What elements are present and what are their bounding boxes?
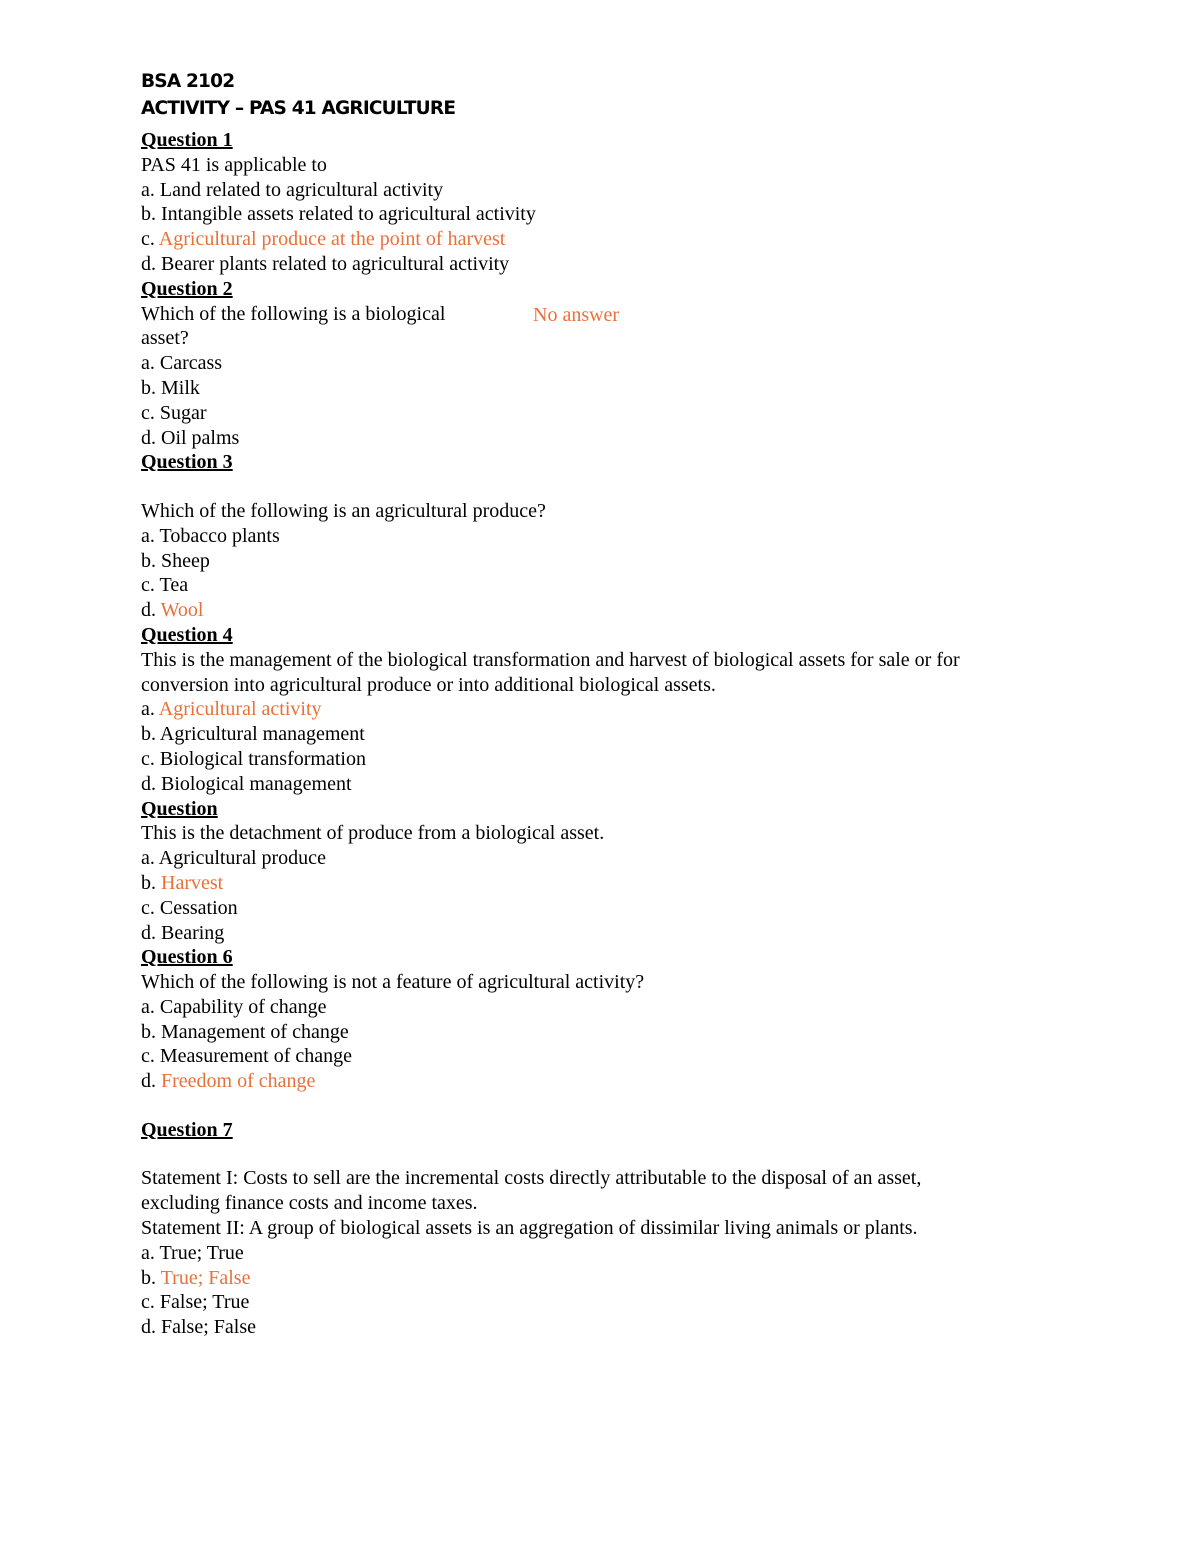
question-1-title: Question 1 — [141, 129, 233, 151]
question-1-option-c: c. Agricultural produce at the point of harvest — [141, 228, 506, 251]
activity-title: ACTIVITY – PAS 41 AGRICULTURE — [141, 98, 456, 119]
question-7 — [141, 1118, 1041, 1340]
question-1-stem: PAS 41 is applicable to — [141, 153, 327, 176]
question-2-stem: Which of the following is a biological asset? No answer — [141, 302, 620, 350]
selected-answer: Harvest — [161, 871, 224, 894]
question-3-stem: Which of the following is an agricultural produce? — [141, 499, 546, 522]
question-6-option-a: a. Capability of change — [141, 995, 327, 1018]
question-6-option-b: b. Management of change — [141, 1020, 349, 1043]
question-5-option-d: d. Bearing — [141, 921, 225, 944]
question-5-option-b: b. Harvest — [141, 871, 224, 894]
question-2-option-a: a. Carcass — [141, 352, 223, 375]
question-5-option-c: c. Cessation — [141, 896, 238, 919]
selected-answer: Agricultural activity — [158, 698, 322, 721]
question-4-option-c: c. Biological transformation — [141, 747, 366, 770]
question-5-title: Question — [141, 797, 218, 820]
question-6-option-c: c. Measurement of change — [141, 1045, 353, 1068]
question-2-option-c: c. Sugar — [141, 401, 207, 424]
question-7-option-c: c. False; True — [141, 1291, 250, 1314]
question-2 — [141, 277, 1041, 451]
question-2-option-d: d. Oil palms — [141, 426, 240, 449]
question-2-title: Question 2 — [141, 277, 233, 300]
question-5-option-a: a. Agricultural produce — [141, 847, 326, 870]
question-1-option-a: a. Land related to agricultural activity — [141, 178, 444, 201]
question-7-option-d: d. False; False — [141, 1316, 256, 1339]
question-1-option-b: b. Intangible assets related to agricultural activity — [141, 203, 536, 226]
question-4-option-b: b. Agricultural management — [141, 723, 365, 746]
question-1 — [141, 128, 1041, 277]
question-5-stem: This is the detachment of produce from a biological asset. — [141, 822, 605, 845]
question-6-title: Question 6 — [141, 946, 233, 969]
selected-answer: Agricultural produce at the point of harvest — [158, 228, 506, 251]
question-2-option-b: b. Milk — [141, 376, 200, 399]
question-5 — [141, 797, 1041, 946]
question-7-option-b: b. True; False — [141, 1266, 251, 1289]
question-4-stem-line-1: This is the management of the biological transformation and harvest of biological assets for sale or for — [141, 648, 960, 671]
question-7-title: Question 7 — [141, 1118, 233, 1141]
question-4-option-d: d. Biological management — [141, 772, 352, 795]
no-answer-note: No answer — [533, 303, 620, 326]
question-1-option-d: d. Bearer plants related to agricultural activity — [141, 252, 510, 275]
question-6-option-d: d. Freedom of change — [141, 1070, 316, 1093]
question-3-option-a: a. Tobacco plants — [141, 524, 280, 547]
question-7-option-a: a. True; True — [141, 1241, 244, 1264]
question-6 — [141, 945, 1041, 1094]
statement-2: Statement II: A group of biological assets is an aggregation of dissimilar living animals or plants. — [141, 1217, 918, 1240]
question-3-option-b: b. Sheep — [141, 549, 210, 572]
question-4-stem-line-2: conversion into agricultural produce or into additional biological assets. — [141, 673, 716, 696]
question-3 — [141, 450, 1041, 623]
statement-1-line-2: excluding finance costs and income taxes. — [141, 1192, 478, 1215]
question-3-title: Question 3 — [141, 451, 233, 474]
question-4 — [141, 623, 1041, 797]
question-4-option-a: a. Agricultural activity — [141, 698, 322, 721]
document-header — [141, 68, 1041, 122]
course-code: BSA 2102 — [141, 71, 235, 92]
selected-answer: Freedom of change — [161, 1070, 316, 1093]
selected-answer: Wool — [160, 599, 204, 622]
selected-answer: True; False — [160, 1266, 251, 1289]
question-4-title: Question 4 — [141, 623, 233, 646]
question-3-option-c: c. Tea — [141, 574, 189, 597]
question-list — [141, 128, 1041, 1340]
question-6-stem: Which of the following is not a feature of agricultural activity? — [141, 971, 645, 994]
question-3-option-d: d. Wool — [141, 599, 204, 622]
document-page — [141, 68, 1041, 1340]
statement-1-line-1: Statement I: Costs to sell are the incremental costs directly attributable to the disposal of an asset, — [141, 1167, 922, 1190]
